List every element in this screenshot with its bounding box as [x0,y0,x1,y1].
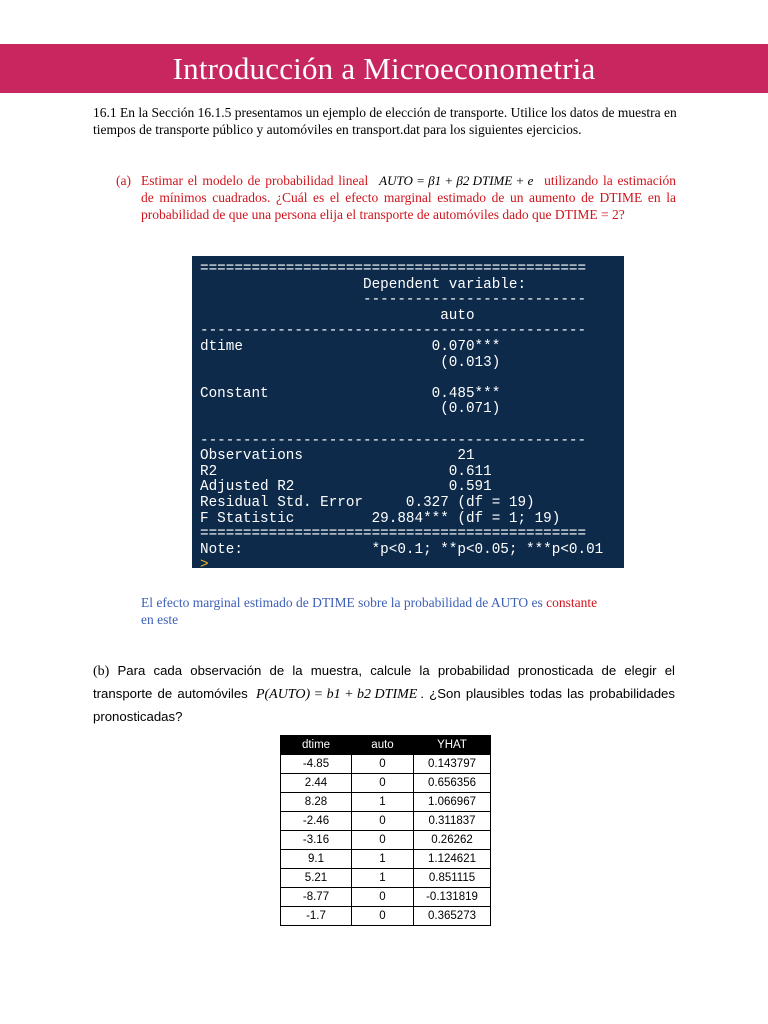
cell-auto: 0 [352,888,414,907]
cell-yhat: -0.131819 [414,888,491,907]
cell-dtime: -2.46 [281,812,352,831]
cell-dtime: -3.16 [281,831,352,850]
exercise-intro [93,104,683,138]
predicted-probability-formula [253,684,420,706]
intro-line-1: 16.1 En la Sección 16.1.5 presentamos un ejemplo de elección de transporte. Utilice los datos de muestra en [93,105,677,120]
console-line: ============================================= [200,261,587,277]
table-row [281,831,491,850]
intro-line-2: tiempos de transporte público y automóviles en transport.dat para los siguientes ejercicios. [93,122,582,137]
cell-yhat: 0.851115 [414,869,491,888]
cell-yhat: 0.656356 [414,774,491,793]
cell-dtime: -4.85 [281,755,352,774]
table-row [281,869,491,888]
header-auto: auto [352,736,414,755]
console-line: auto [200,307,475,324]
cell-yhat: 0.143797 [414,755,491,774]
lpm-formula-text: AUTO = β1 + β2 DTIME + e [379,173,534,188]
cell-dtime: 8.28 [281,793,352,812]
cell-yhat: 1.066967 [414,793,491,812]
console-line: (0.071) [200,401,501,418]
answer-text-blue-2: en este [141,612,179,627]
predicted-probabilities-table [280,735,491,926]
console-line: ============================================= [200,526,587,543]
part-b-text-after: . ¿Son plausibles todas las probabilidades pronosticadas? [93,686,675,724]
console-line: R2 0.611 [200,463,492,480]
console-line: --------------------------------------------- [200,323,587,340]
console-line: dtime 0.070*** [200,338,501,355]
lpm-formula [373,172,539,189]
table-row [281,850,491,869]
cell-auto: 0 [352,774,414,793]
table-row [281,812,491,831]
cell-auto: 0 [352,755,414,774]
answer-text-blue: El efecto marginal estimado de DTIME sobre la probabilidad de AUTO es [141,595,543,610]
cell-auto: 0 [352,812,414,831]
console-line: F Statistic 29.884*** (df = 1; 19) [200,510,561,527]
cell-yhat: 1.124621 [414,850,491,869]
console-line: Residual Std. Error 0.327 (df = 19) [200,494,535,511]
part-b-text-before: Para cada observación de la muestra, calcule la probabilidad pronosticada de elegir el transporte de automóviles [93,663,675,701]
page-header [0,44,768,93]
table-row [281,793,491,812]
console-line: Observations 21 [200,448,475,465]
console-line: Note: *p<0.1; **p<0.05; ***p<0.01 [200,541,604,558]
cell-auto: 0 [352,907,414,926]
console-line: -------------------------- [200,292,587,309]
table-row [281,755,491,774]
cell-dtime: 2.44 [281,774,352,793]
table-row [281,774,491,793]
cell-yhat: 0.26262 [414,831,491,850]
predicted-formula-text: P(AUTO) = b1 + b2 DTIME [255,687,418,702]
cell-auto: 1 [352,793,414,812]
console-prompt[interactable]: > [200,557,209,568]
cell-dtime: -8.77 [281,888,352,907]
cell-auto: 1 [352,850,414,869]
console-line: Constant 0.485*** [200,385,501,402]
part-a-question [116,172,676,223]
cell-auto: 1 [352,869,414,888]
table-row [281,888,491,907]
part-a-text-after: utilizando la estimación de mínimos cuadrados. ¿Cuál es el efecto marginal estimado de un aumento de DTIME en la probabilidad de que una persona elija el transporte de automóviles dado que DTIME = 2? [141,173,677,222]
table-row [281,907,491,926]
header-dtime: dtime [281,736,352,755]
part-a-text-before: Estimar el modelo de probabilidad lineal [141,173,369,188]
cell-dtime: 9.1 [281,850,352,869]
part-b-marker: (b) [93,664,110,679]
part-b-question [93,660,675,728]
console-line: --------------------------------------------- [200,432,587,449]
console-line: (0.013) [200,354,501,371]
table-header-row [281,736,491,755]
cell-dtime: 5.21 [281,869,352,888]
regression-table-text [192,256,624,568]
cell-yhat: 0.365273 [414,907,491,926]
header-yhat: YHAT [414,736,491,755]
answer-text-red: constante [546,595,598,610]
page-title: Introducción a Microeconometria [172,50,596,86]
part-a-answer [141,594,681,628]
cell-dtime: -1.7 [281,907,352,926]
r-console-output [192,256,624,568]
console-line: Dependent variable: [200,276,527,293]
console-line: Adjusted R2 0.591 [200,479,492,496]
cell-auto: 0 [352,831,414,850]
part-a-marker: (a) [116,173,131,188]
cell-yhat: 0.311837 [414,812,491,831]
